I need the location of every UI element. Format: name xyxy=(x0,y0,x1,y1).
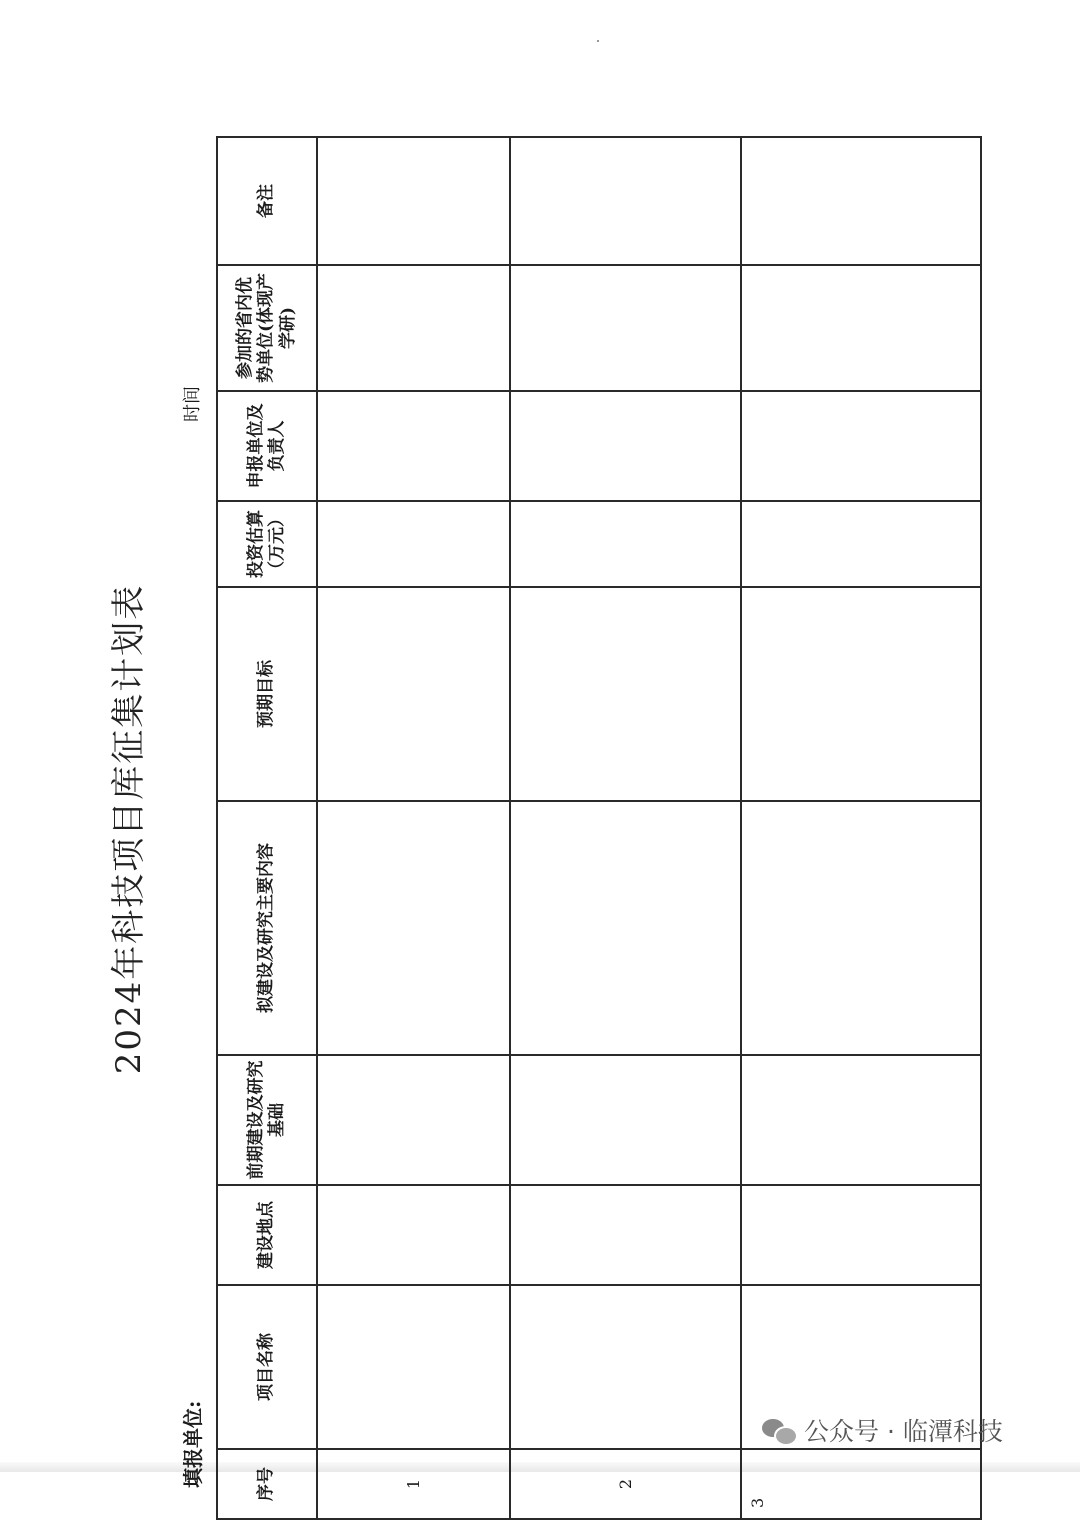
cell-previous-basis[interactable] xyxy=(317,1055,510,1185)
cell-remarks[interactable] xyxy=(741,137,981,265)
header-remarks: 备注 xyxy=(217,137,317,265)
cell-location[interactable] xyxy=(741,1185,981,1285)
header-main-content: 拟建设及研究主要内容 xyxy=(217,801,317,1055)
cell-partners[interactable] xyxy=(741,265,981,391)
cell-main-content[interactable] xyxy=(741,801,981,1055)
cell-project-name[interactable] xyxy=(317,1285,510,1449)
cell-location[interactable] xyxy=(510,1185,741,1285)
header-partners: 参加的省内优势单位(体现产学研) xyxy=(217,265,317,391)
cell-investment[interactable] xyxy=(510,501,741,587)
table-row xyxy=(510,137,741,1519)
cell-project-name[interactable] xyxy=(510,1285,741,1449)
cell-previous-basis[interactable] xyxy=(741,1055,981,1185)
document-title: 2024年科技项目库征集计划表 xyxy=(108,583,149,1075)
cell-previous-basis[interactable] xyxy=(510,1055,741,1185)
header-project-name: 项目名称 xyxy=(217,1285,317,1449)
cell-main-content[interactable] xyxy=(317,801,510,1055)
cell-main-content[interactable] xyxy=(510,801,741,1055)
cell-expected-goal[interactable] xyxy=(317,587,510,801)
cell-expected-goal[interactable] xyxy=(510,587,741,801)
header-serial: 序号 xyxy=(217,1449,317,1519)
header-location: 建设地点 xyxy=(217,1185,317,1285)
cell-investment[interactable] xyxy=(317,501,510,587)
wechat-icon xyxy=(762,1415,796,1445)
time-label: 时间 xyxy=(182,386,203,422)
cell-investment[interactable] xyxy=(741,501,981,587)
header-applicant: 申报单位及负责人 xyxy=(217,391,317,501)
watermark-text: 公众号 · 临潭科技 xyxy=(804,1417,1003,1446)
table-row xyxy=(741,137,981,1519)
rotated-form-sheet xyxy=(88,138,978,1520)
cell-applicant[interactable] xyxy=(317,391,510,501)
row-number: 2 xyxy=(510,1449,741,1519)
cell-partners[interactable] xyxy=(510,265,741,391)
header-investment: 投资估算（万元） xyxy=(217,501,317,587)
cell-remarks[interactable] xyxy=(510,137,741,265)
row-number: 3 xyxy=(741,1449,981,1519)
scan-speck xyxy=(597,40,599,42)
project-plan-table xyxy=(216,136,982,1520)
cell-applicant[interactable] xyxy=(510,391,741,501)
cell-remarks[interactable] xyxy=(317,137,510,265)
filler-unit-label: 填报单位: xyxy=(180,1400,205,1488)
header-expected-goal: 预期目标 xyxy=(217,587,317,801)
table-row xyxy=(317,137,510,1519)
header-row xyxy=(217,137,317,1519)
cell-expected-goal[interactable] xyxy=(741,587,981,801)
cell-applicant[interactable] xyxy=(741,391,981,501)
cell-partners[interactable] xyxy=(317,265,510,391)
row-number: 1 xyxy=(317,1449,510,1519)
header-previous-basis: 前期建设及研究基础 xyxy=(217,1055,317,1185)
watermark xyxy=(762,1410,1003,1450)
cell-location[interactable] xyxy=(317,1185,510,1285)
